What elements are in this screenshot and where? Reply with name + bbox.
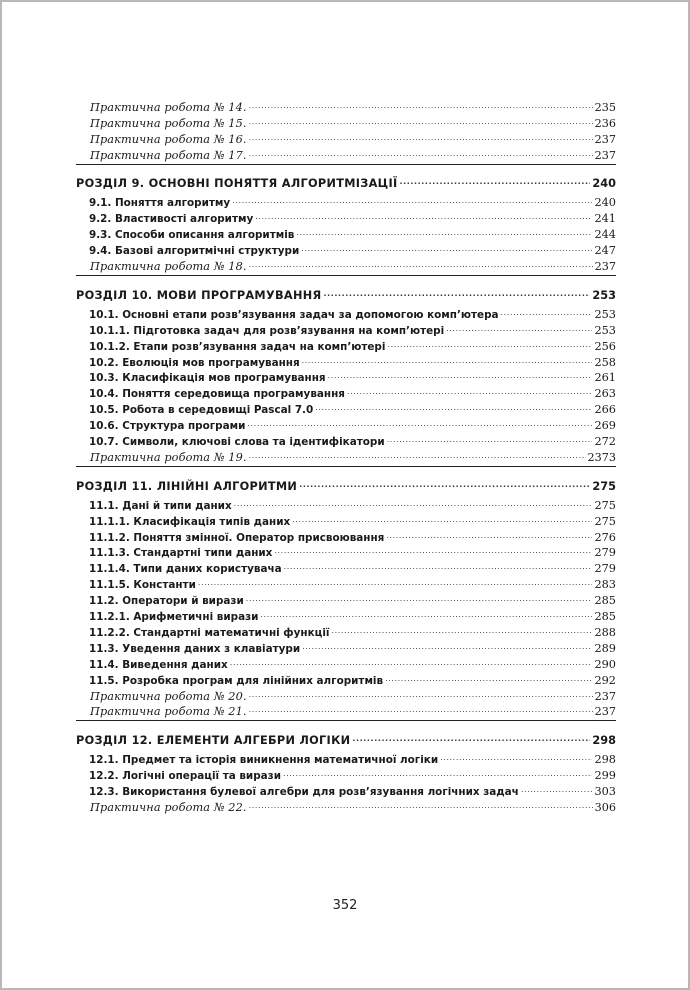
toc-entry-page: 237 [594,260,616,274]
toc-entry-page: 275 [594,514,616,528]
toc-entry-title: 9.1. Поняття алгоритму [89,197,231,210]
chapter-heading[interactable] [76,728,616,747]
dot-leader [249,795,593,811]
dot-leader [323,283,590,299]
chapter-title: РОЗДІЛ 12. ЕЛЕМЕНТИ АЛГЕБРИ ЛОГІКИ [76,734,351,748]
dot-leader [302,350,593,366]
toc-entry-page: 275 [594,498,616,512]
toc-entry-page: 276 [594,530,616,544]
toc-entry-title: 9.4. Базові алгоритмічні структури [89,245,300,258]
dot-leader [296,222,592,238]
toc-entry-page: 266 [594,403,616,417]
toc-entry-title: 11.1.5. Константи [89,579,196,592]
toc-entry-page: 237 [594,689,616,703]
toc-entry-title: 10.7. Символи, ключові слова та ідентифікатори [89,436,385,449]
dot-leader [292,509,592,525]
toc-entry-page: 237 [594,132,616,146]
toc-entry-page: 299 [594,769,616,783]
dot-leader [328,366,593,382]
toc-entry-title: 10.6. Структура програми [89,420,246,433]
toc-entry[interactable] [76,95,616,114]
toc-entry-page: 285 [594,594,616,608]
dot-leader [249,254,593,270]
toc-entry-title: Практична робота № 15. [90,116,247,130]
toc-entry-title: 11.1. Дані й типи даних [89,499,232,512]
dot-leader [284,556,593,572]
chapter-block [76,275,616,464]
toc-entry-page: 236 [594,116,616,130]
dot-leader [385,668,592,684]
chapter-title: РОЗДІЛ 9. ОСНОВНІ ПОНЯТТЯ АЛГОРИТМІЗАЦІЇ [76,177,398,191]
toc-entry-title: 11.2. Оператори й вирази [89,595,244,608]
toc-entry-title: 11.5. Розробка програм для лінійних алгоритмів [89,674,384,687]
toc-entry-page: 241 [594,212,616,226]
chapters [76,164,616,814]
dot-leader [352,728,590,744]
dot-leader [387,429,593,445]
toc-entry-title: 11.3. Уведення даних з клавіатури [89,642,301,655]
toc-entry-page: 258 [594,355,616,369]
toc-entry-title: Практична робота № 18. [90,260,247,274]
dot-leader [315,397,592,413]
toc-entry-title: Практична робота № 20. [90,689,247,703]
toc-entry-page: 240 [594,196,616,210]
toc-entry-page: 279 [594,562,616,576]
chapter-page: 240 [592,177,616,191]
toc-entry-page: 253 [594,323,616,337]
dot-leader [274,541,592,557]
dot-leader [249,95,593,111]
toc-entry-title: 12.2. Логічні операції та вирази [89,770,281,783]
toc-entry-page: 261 [594,371,616,385]
toc-entry-title: 9.3. Способи описання алгоритмів [89,229,295,242]
dot-leader [260,604,592,620]
toc-entry-title: Практична робота № 19. [90,450,247,464]
dot-leader [446,318,592,334]
toc-entry-title: 11.4. Виведення даних [89,658,228,671]
chapter-block [76,164,616,274]
toc-entry-title: 10.4. Поняття середовища програмування [89,388,345,401]
toc-entry-page: 272 [594,435,616,449]
toc-entry-title: 12.3. Використання булевої алгебри для розв’язування логічних задач [89,786,519,799]
toc-entry-page: 290 [594,657,616,671]
toc-entry-title: 11.1.4. Типи даних користувача [89,563,282,576]
dot-leader [299,474,590,490]
toc-entry-title: 10.1. Основні етапи розв’язування задач за допомогою комп’ютера [89,308,499,321]
dot-leader [347,381,593,397]
toc-entry-page: 269 [594,419,616,433]
dot-leader [302,636,592,652]
toc-entry-page: 279 [594,546,616,560]
toc-entry-page: 263 [594,387,616,401]
dot-leader [283,763,592,779]
toc-entry-title: 10.1.1. Підготовка задач для розв’язування на комп’ютері [89,324,445,337]
chapter-block [76,466,616,719]
toc-entry-page: 237 [594,705,616,719]
chapter-heading[interactable] [76,172,616,191]
toc-entry-page: 283 [594,578,616,592]
dot-leader [249,684,593,700]
dot-leader [249,700,593,716]
page-number: 352 [332,898,358,913]
dot-leader [246,588,593,604]
dot-leader [501,302,593,318]
chapter-divider [76,164,616,165]
toc-entry-title: Практична робота № 14. [90,100,247,114]
dot-leader [440,747,592,763]
toc-entry-page: 244 [594,228,616,242]
dot-leader [249,127,593,143]
toc-entry-title: Практична робота № 16. [90,132,247,146]
dot-leader [255,206,592,222]
dot-leader [387,334,592,350]
toc-entry-title: 11.1.3. Стандартні типи даних [89,547,273,560]
toc-entry-page: 237 [594,148,616,162]
dot-leader [331,620,592,636]
toc-entry-page: 303 [594,785,616,799]
dot-leader [247,413,592,429]
toc-entry-page: 288 [594,625,616,639]
toc-entry-page: 292 [594,673,616,687]
toc-entry-title: 11.1.1. Класифікація типів даних [89,515,291,528]
table-of-contents [76,95,616,814]
dot-leader [232,191,592,207]
toc-entry-title: Практична робота № 21. [90,705,247,719]
intro-entries [76,95,616,162]
chapter-heading[interactable] [76,283,616,302]
chapter-page: 275 [592,479,616,493]
chapter-title: РОЗДІЛ 10. МОВИ ПРОГРАМУВАННЯ [76,288,322,302]
dot-leader [249,111,593,127]
toc-entry-title: 11.1.2. Поняття змінної. Оператор присвоювання [89,531,385,544]
toc-entry-title: 10.2. Еволюція мов програмування [89,356,300,369]
toc-entry-title: 11.2.1. Арифметичні вирази [89,611,259,624]
toc-entry-page: 306 [594,800,616,814]
chapter-page: 253 [592,288,616,302]
dot-leader [249,445,586,461]
toc-entry-page: 285 [594,610,616,624]
dot-leader [230,652,593,668]
toc-entry-title: 11.2.2. Стандартні математичні функції [89,626,330,639]
toc-entry-page: 2373 [587,450,616,464]
toc-entry-title: 9.2. Властивості алгоритму [89,213,254,226]
toc-entry-title: Практична робота № 17. [90,148,247,162]
chapter-divider [76,466,616,467]
chapter-page: 298 [592,734,616,748]
toc-entry-title: 10.1.2. Етапи розв’язування задач на комп’ютері [89,340,386,353]
chapter-divider [76,275,616,276]
toc-entry-page: 253 [594,307,616,321]
toc-entry-page: 298 [594,753,616,767]
toc-entry-page: 247 [594,244,616,258]
toc-entry-page: 256 [594,339,616,353]
dot-leader [249,143,593,159]
dot-leader [386,525,592,541]
dot-leader [521,779,593,795]
toc-entry-page: 235 [594,100,616,114]
toc-entry-title: Практична робота № 22. [90,800,247,814]
dot-leader [198,572,593,588]
chapter-block [76,720,616,814]
toc-entry-title: 10.5. Робота в середовищі Pascal 7.0 [89,404,314,417]
dot-leader [301,238,592,254]
chapter-divider [76,720,616,721]
chapter-title: РОЗДІЛ 11. ЛІНІЙНІ АЛГОРИТМИ [76,479,298,493]
dot-leader [399,172,590,188]
toc-entry-title: 12.1. Предмет та історія виникнення математичної логіки [89,754,439,767]
dot-leader [234,493,593,509]
toc-entry-page: 289 [594,641,616,655]
toc-entry-title: 10.3. Класифікація мов програмування [89,372,326,385]
chapter-heading[interactable] [76,474,616,493]
